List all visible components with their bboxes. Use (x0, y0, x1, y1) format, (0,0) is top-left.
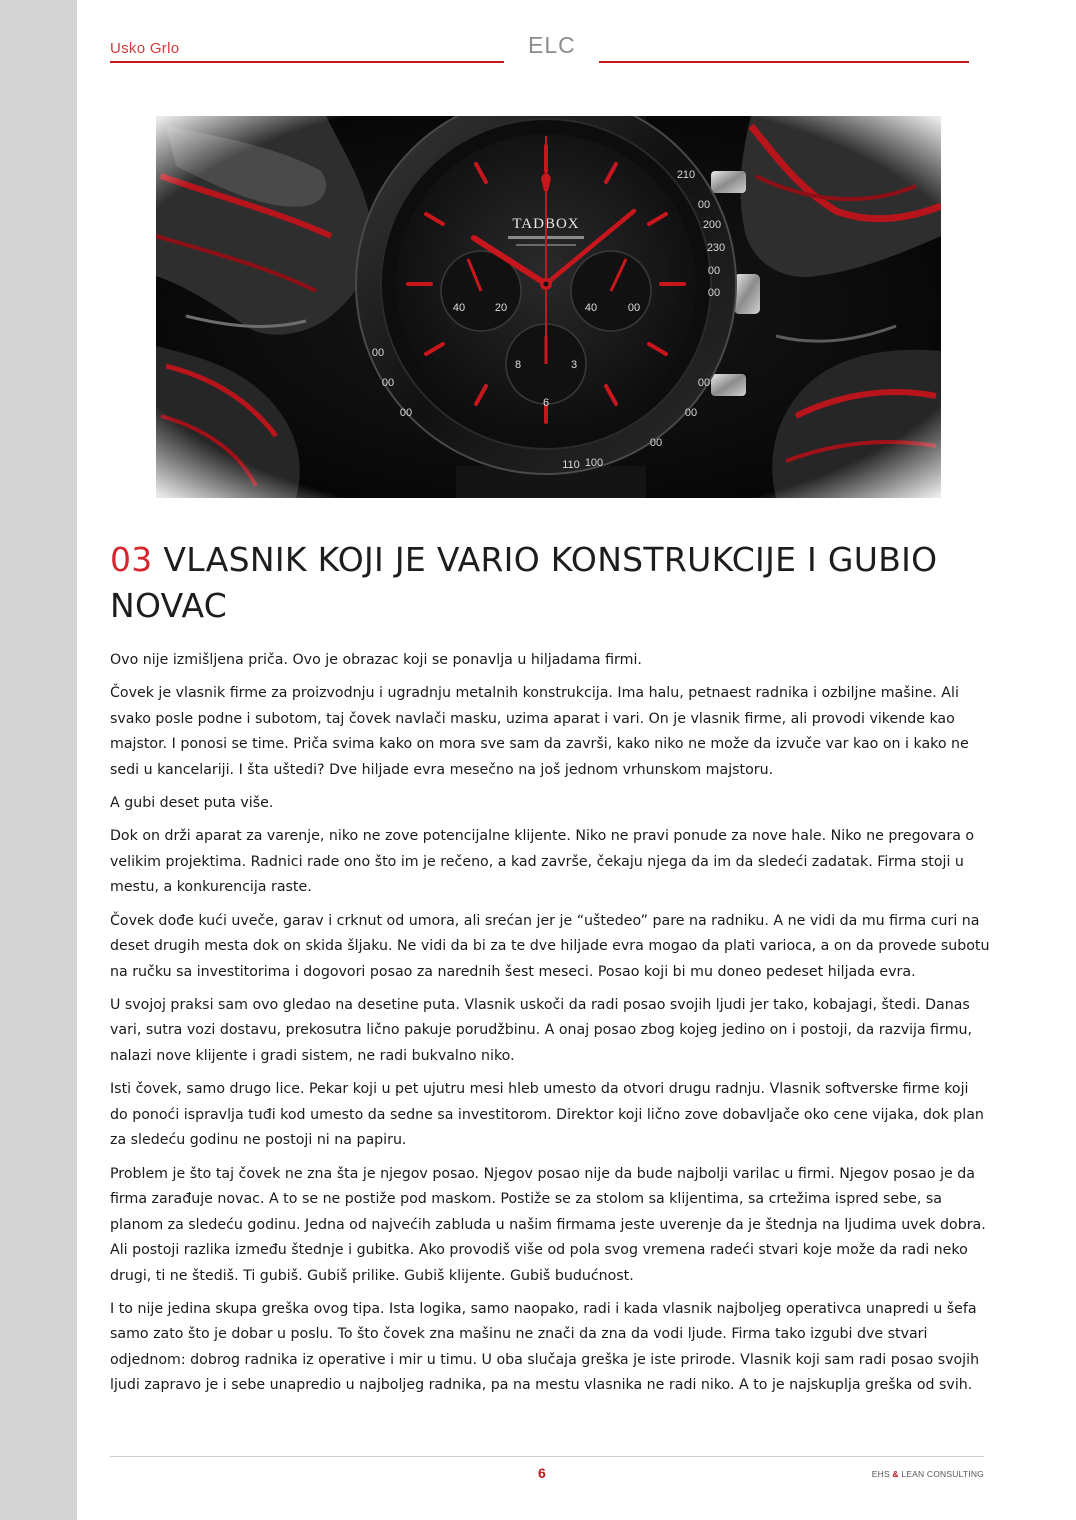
header-left-text: Usko Grlo (110, 40, 180, 57)
paragraph: I to nije jedina skupa greška ovog tipa. Ista logika, samo naopako, radi i kada vlasnik najboljeg operativca unapredi u šefa samo zato što je dobar u poslu. To što čovek zna mašinu ne znači da zna da vodi ljude. Firma tako izgubi dve stvari odjednom: dobrog radnika iz operative i mir u timu. U oba slučaja greška je iste prirode. Vlasnik koji sam radi posao svojih ljudi zapravo je i sebe unapredio u najboljeg radnika, pa na mestu vlasnika ne radi niko. A to je najskuplja greška od svih. (110, 1300, 980, 1394)
article-heading (110, 537, 990, 629)
paragraph: Problem je što taj čovek ne zna šta je njegov posao. Njegov posao nije da bude najbolji varilac u firmi. Njegov posao je da firma zarađuje novac. A to se ne postiže pod maskom. Postiže se za stolom sa klijentima, sa crtežima ispred sebe, sa planom za sledeću godinu. Jedna od najvećih zabluda u našim firmama jeste uverenje da je štednja na ljudima uvek dobra. Ali postoji razlika između štednje i gubitka. Ako provodiš više od pola svog vremena radeći stvari koje može da radi neko drugi, ti ne štediš. Ti gubiš. Gubiš prilike. Gubiš klijente. Gubiš budućnost. (110, 1165, 986, 1284)
footer-brand-prefix: EHS (871, 1469, 890, 1479)
article-title: VLASNIK KOJI JE VARIO KONSTRUKCIJE I GUBIO NOVAC (110, 540, 938, 625)
article-number: 03 (110, 540, 153, 579)
page-number: 6 (538, 1465, 546, 1481)
paragraph: U svojoj praksi sam ovo gledao na desetine puta. Vlasnik uskoči da radi posao svojih ljudi jer tako, kobajagi, štedi. Danas vari, sutra vozi dostavu, prekosutra lično pakuje porudžbinu. A onaj posao zbog kojeg jedino on i postoji, da razvija firmu, nalazi nove klijente i gradi sistem, ne radi bukvalno niko. (110, 996, 973, 1064)
header-rule-left (110, 61, 504, 63)
footer-rule (110, 1456, 984, 1457)
footer-brand-amp: & (892, 1469, 899, 1479)
paragraph: Ovo nije izmišljena priča. Ovo je obrazac koji se ponavlja u hiljadama firmi. (110, 652, 642, 668)
page-sidebar (0, 0, 77, 1520)
article-body (110, 648, 990, 1407)
paragraph: Čovek dođe kući uveče, garav i crknut od umora, ali srećan jer je “uštedeo” pare na radniku. A ne vidi da mu firma curi na deset drugih mesta dok on skida šljaku. Ne vidi da bi za te dve hiljade evra mogao da plati varioca, a on da provede subotu na ručku sa investitorima i dogovori posao za narednih šest meseci. Posao koji bi mu doneo pedeset hiljada evra. (110, 912, 990, 980)
hero-watch-image (156, 116, 941, 498)
header-center-logo: ELC (528, 32, 576, 58)
paragraph: Dok on drži aparat za varenje, niko ne zove potencijalne klijente. Niko ne pravi ponude za nove hale. Niko ne pregovara o velikim projektima. Radnici rade ono što im je rečeno, a kad završe, čekaju njega da im da sledeći zadatak. Firma stoji u mestu, a konkurencija raste. (110, 828, 975, 896)
header-rule-right (599, 61, 969, 63)
paragraph: Čovek je vlasnik firme za proizvodnju i ugradnju metalnih konstrukcija. Ima halu, petnaest radnika i ozbiljne mašine. Ali svako posle podne i subotom, taj čovek navlači masku, uzima aparat i vari. On je vlasnik firme, ali provodi vikende kao majstor. I ponosi se time. Priča svima kako on mora sve sam da završi, kako niko ne može da izvuče var kao on i kako ne sedi u kancelariji. I šta uštedi? Dve hiljade evra mesečno na još jednom vrhunskom majstoru. (110, 685, 969, 778)
footer-brand (872, 1469, 984, 1479)
paragraph: A gubi deset puta više. (110, 795, 274, 812)
paragraph: Isti čovek, samo drugo lice. Pekar koji u pet ujutru mesi hleb umesto da otvori drugu radnju. Vlasnik softverske firme koji do ponoći ispravlja tuđi kod umesto da sedne sa investitorom. Direktor koji lično zove dobavljače oko cene vijaka, dok plan za sledeću godinu ne postoji ni na papiru. (110, 1081, 984, 1149)
footer-brand-suffix: LEAN CONSULTING (901, 1469, 984, 1479)
